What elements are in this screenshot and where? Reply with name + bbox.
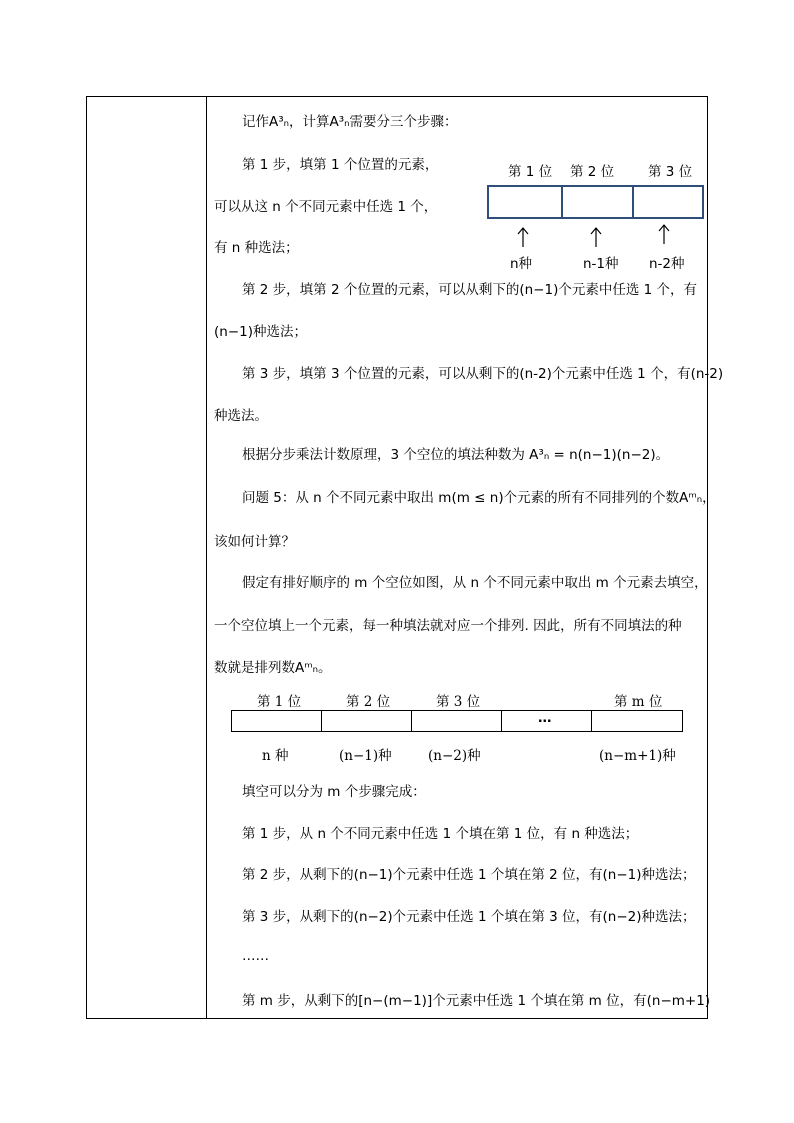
text-line-5: 第 2 步，填第 2 个位置的元素，可以从剩下的(n−1)个元素中任选 1 个，有: [242, 282, 698, 298]
arrow-up-icon: [517, 227, 529, 247]
text-line-17: 第 2 步，从剩下的(n−1)个元素中任选 1 个填在第 2 位，有(n−1)种选法；: [242, 867, 696, 883]
fig2-ellipsis: …: [538, 710, 552, 726]
fig1-count-1: n种: [510, 256, 533, 272]
column-divider: [206, 96, 207, 1019]
fig2-header-3: 第 3 位: [436, 694, 481, 710]
text-line-13: 一个空位填上一个元素，每一种填法就对应一个排列. 因此，所有不同填法的种: [214, 618, 682, 634]
text-line-10: 问题 5：从 n 个不同元素中取出 m(m ≤ n)个元素的所有不同排列的个数Aᵐₙ，: [242, 490, 716, 506]
fig1-header-2: 第 2 位: [570, 164, 615, 180]
text-line-18: 第 3 步，从剩下的(n−2)个元素中任选 1 个填在第 3 位，有(n−2)种选法；: [242, 909, 696, 925]
text-line-3: 可以从这 n 个不同元素中任选 1 个，: [214, 199, 438, 215]
text-line-19: ……: [242, 948, 269, 964]
fig2-header-m: 第 m 位: [614, 694, 663, 710]
fig1-slot-1: [487, 185, 563, 219]
text-line-2: 第 1 步，填第 1 个位置的元素，: [242, 157, 439, 173]
fig1-count-2: n-1种: [583, 256, 619, 272]
fig2-count-1: n 种: [262, 748, 289, 764]
fig1-count-3: n-2种: [649, 256, 685, 272]
text-line-1: 记作A³ₙ，计算A³ₙ需要分三个步骤：: [242, 114, 458, 130]
fig2-count-2: (n−1)种: [339, 748, 392, 764]
text-line-14: 数就是排列数Aᵐₙ。: [214, 660, 332, 676]
fig2-slot-2: [321, 710, 412, 732]
fig2-slot-m: [591, 710, 683, 732]
text-line-15: 填空可以分为 m 个步骤完成：: [242, 784, 426, 800]
text-line-8: 种选法。: [214, 408, 268, 424]
fig2-count-3: (n−2)种: [428, 748, 481, 764]
text-line-12: 假定有排好顺序的 m 个空位如图，从 n 个不同元素中取出 m 个元素去填空，: [242, 575, 708, 591]
text-line-9: 根据分步乘法计数原理，3 个空位的填法种数为 A³ₙ = n(n−1)(n−2)。: [242, 447, 670, 463]
fig1-slot-2: [561, 185, 634, 219]
text-line-20: 第 m 步，从剩下的[n−(m−1)]个元素中任选 1 个填在第 m 位，有(n−m+1): [242, 993, 711, 1009]
fig2-header-1: 第 1 位: [257, 694, 302, 710]
arrow-up-icon: [658, 224, 670, 244]
fig1-slot-3: [632, 185, 704, 219]
text-line-7: 第 3 步，填第 3 个位置的元素，可以从剩下的(n-2)个元素中任选 1 个，有(n-2): [242, 366, 724, 382]
fig1-header-3: 第 3 位: [648, 164, 693, 180]
fig2-slot-1: [231, 710, 322, 732]
text-line-6: (n−1)种选法；: [214, 324, 307, 340]
fig2-header-2: 第 2 位: [346, 694, 391, 710]
text-line-16: 第 1 步，从 n 个不同元素中任选 1 个填在第 1 位，有 n 种选法；: [242, 826, 639, 842]
text-line-11: 该如何计算？: [214, 534, 295, 550]
arrow-up-icon: [590, 227, 602, 247]
fig2-count-m: (n−m+1)种: [599, 748, 676, 764]
text-line-4: 有 n 种选法；: [214, 240, 299, 256]
fig1-header-1: 第 1 位: [508, 164, 553, 180]
fig2-slot-3: [411, 710, 502, 732]
